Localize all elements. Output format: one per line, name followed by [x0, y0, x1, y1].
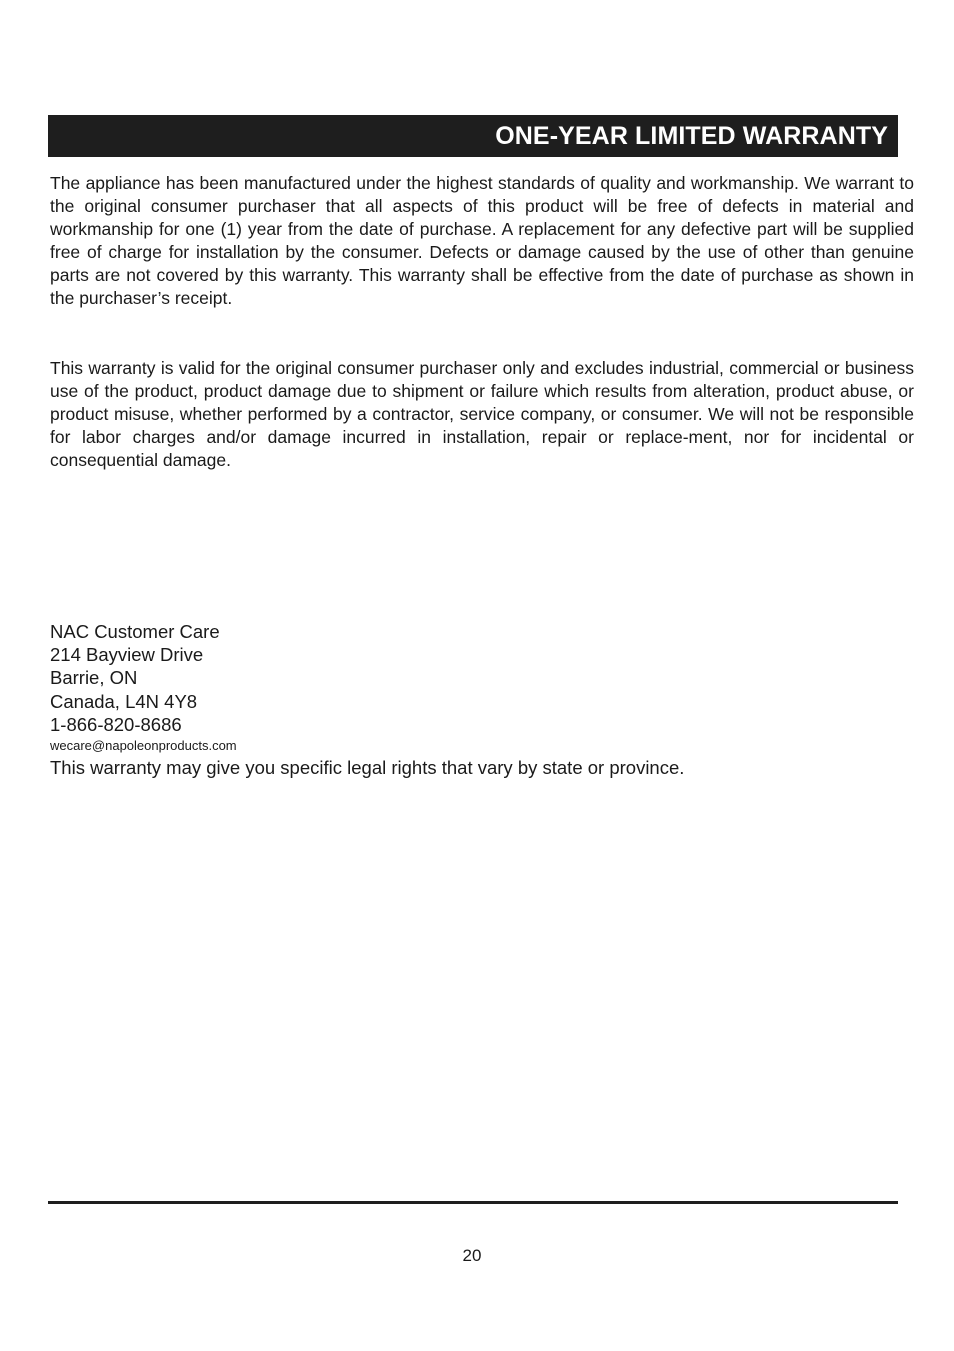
footer-divider [48, 1201, 898, 1204]
contact-city: Barrie, ON [50, 667, 138, 689]
contact-street: 214 Bayview Drive [50, 644, 204, 666]
contact-phone: 1-866-820-8686 [50, 713, 182, 735]
contact-country-postal: Canada, L4N 4Y8 [50, 690, 198, 712]
warranty-paragraph-1: The appliance has been manufactured under the highest standards of quality and workmanship. We warrant to the original consumer purchaser that all aspects of this product will be free of defects in material and workmanship for one (1) year from the date of purchase. A replacement for any defective part will be supplied free of charge for installation by the consumer. Defects or damage caused by the use of other than genuine parts are not covered by this warranty. This warranty shall be effective from the date of purchase as shown in the purchaser’s receipt. [50, 173, 914, 308]
page-title: ONE-YEAR LIMITED WARRANTY [495, 122, 888, 150]
contact-block [50, 620, 220, 736]
contact-name: NAC Customer Care [50, 621, 220, 642]
contact-email: wecare@napoleonproducts.com [50, 738, 237, 753]
warranty-paragraph-2: This warranty is valid for the original consumer purchaser only and excludes industrial, commercial or business use of the product, product damage due to shipment or failure which results from alteration, product abuse, or product misuse, whether performed by a contractor, service company, or consumer. We will not be responsible for labor charges and/or damage incurred in installation, repair or replace-ment, nor for incidental or consequential damage. [50, 358, 914, 470]
page-number: 20 [462, 1246, 482, 1265]
legal-rights-note: This warranty may give you specific legal rights that vary by state or province. [50, 757, 685, 778]
warranty-title-bar [48, 115, 898, 157]
